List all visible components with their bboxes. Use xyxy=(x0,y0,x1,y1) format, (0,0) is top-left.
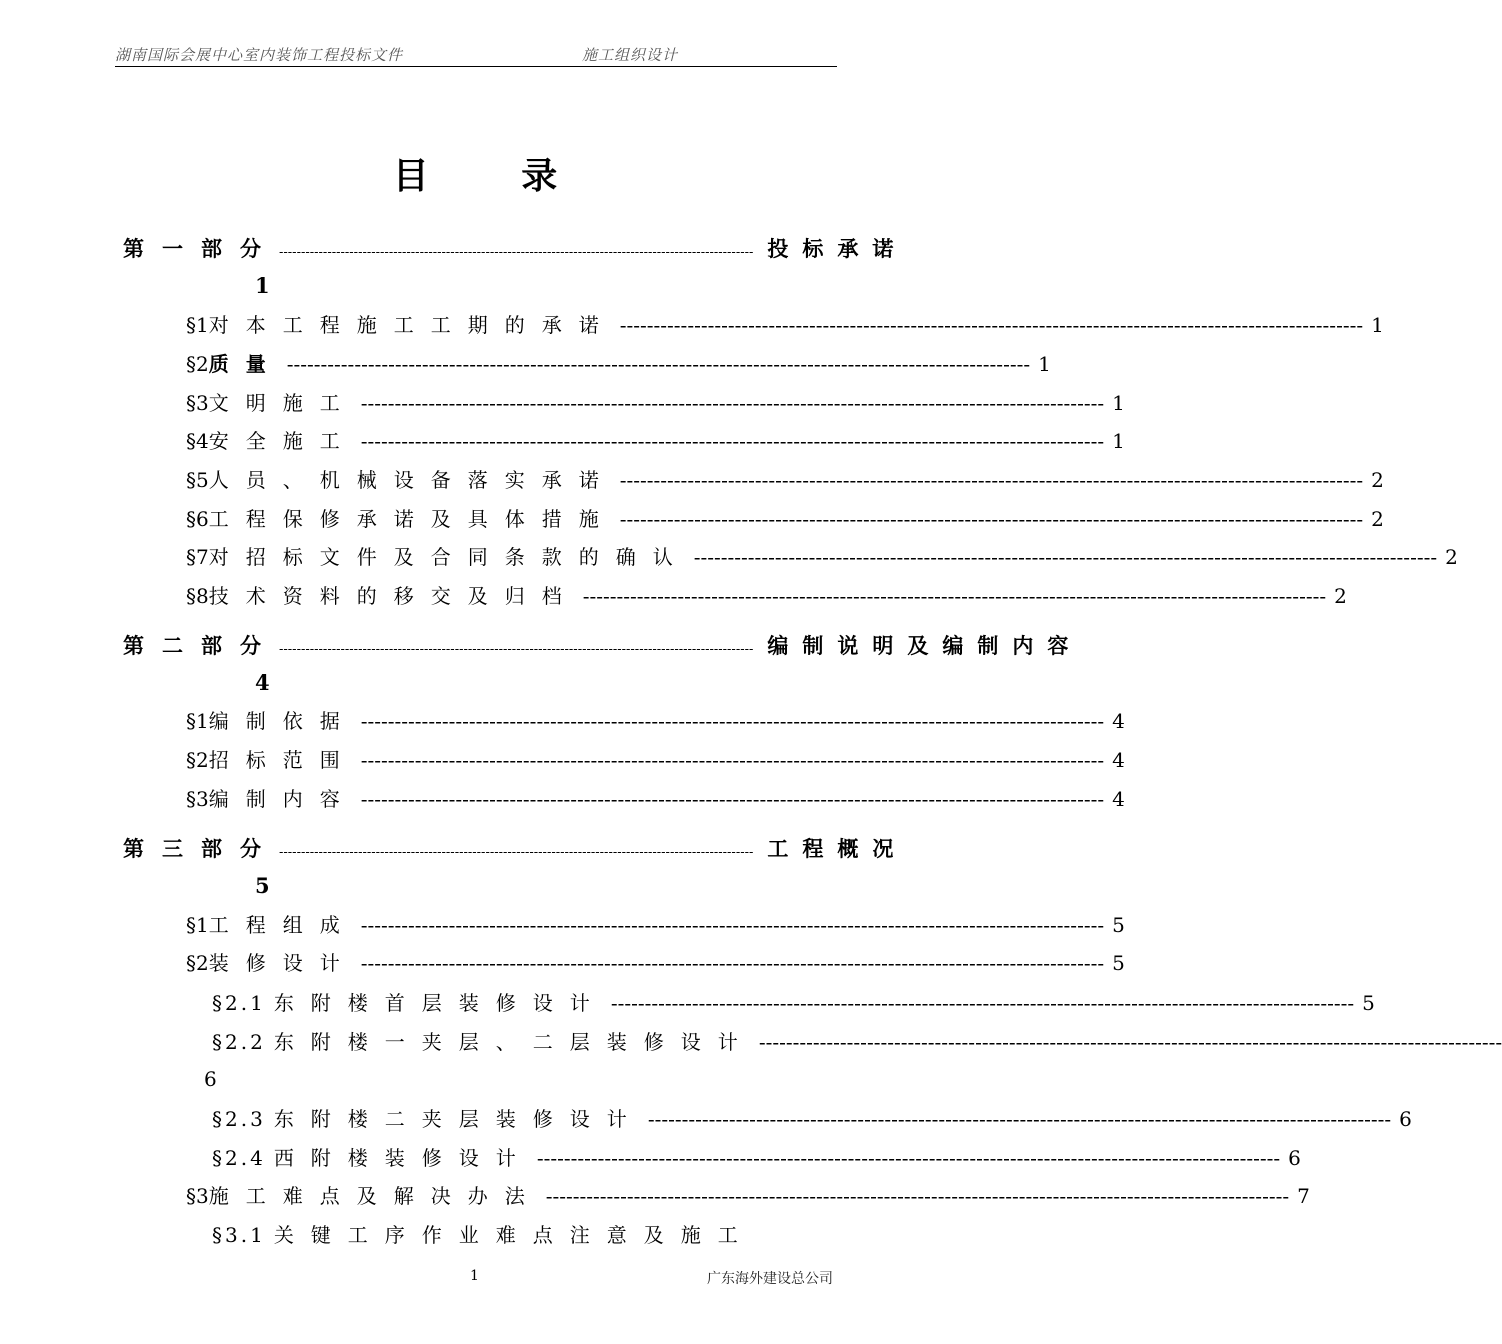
toc-entry-page: 1 xyxy=(1112,429,1125,453)
toc-part-label: 第一部分 xyxy=(123,236,279,261)
footer-page-number: 1 xyxy=(470,1268,479,1284)
toc-entry-number: §3.1 xyxy=(212,1223,266,1247)
toc-entry-title: 人员、机械设备落实承诺 xyxy=(208,468,616,492)
toc-entry-title: 对本工程施工工期的承诺 xyxy=(208,313,616,337)
toc-leader: -------------------------------------------------------------------------------------------------------------- xyxy=(360,709,1105,733)
toc-entry-page: 4 xyxy=(1112,709,1125,733)
page-title: 目 录 xyxy=(392,155,598,197)
toc-entry[interactable] xyxy=(186,581,1347,611)
toc-entry-title: 东附楼一夹层、二层装修设计 xyxy=(273,1030,755,1054)
toc-subentry[interactable] xyxy=(212,1104,1412,1134)
toc-entry-title: 编制依据 xyxy=(208,709,357,733)
toc-leader: -------------------------------------------------------------------------------------------------------------- xyxy=(360,951,1105,975)
toc-entry[interactable] xyxy=(186,745,1125,775)
toc-subentry[interactable] xyxy=(212,1143,1301,1173)
header-section-title: 施工组织设计 xyxy=(582,46,679,64)
toc-entry-title: 工程组成 xyxy=(208,913,357,937)
toc-part-label: 第三部分 xyxy=(123,836,279,861)
toc-entry-page: 5 xyxy=(1112,913,1125,937)
toc-entry-page: 1 xyxy=(1371,313,1384,337)
toc-subentry[interactable] xyxy=(212,1220,836,1250)
toc-subentry[interactable] xyxy=(212,1027,1502,1057)
toc-leader: -------------------------------------------------------------------------------------------------------------- xyxy=(286,352,1031,376)
toc-entry-page: 7 xyxy=(1297,1184,1310,1208)
toc-entry-page: 5 xyxy=(1362,991,1375,1015)
toc-entry-title: 西附楼装修设计 xyxy=(273,1146,533,1170)
toc-part-title: 工程概况 xyxy=(767,836,908,861)
footer-company: 广东海外建设总公司 xyxy=(707,1271,833,1287)
toc-entry-page: 6 xyxy=(1399,1107,1412,1131)
toc-entry[interactable] xyxy=(186,349,1051,379)
toc-part-page: 1 xyxy=(255,273,270,298)
toc-entry-page: 1 xyxy=(1112,391,1125,415)
toc-entry-page: 1 xyxy=(1038,352,1051,376)
toc-entry-title: 施工难点及解决办法 xyxy=(208,1184,542,1208)
toc-entry[interactable] xyxy=(186,388,1125,418)
toc-part-title: 投标承诺 xyxy=(767,236,908,261)
toc-leader: -------------------------------------------------------------------------------------------------------------- xyxy=(360,429,1105,453)
toc-entry[interactable] xyxy=(186,1181,1310,1211)
toc-entry-page: 4 xyxy=(1112,787,1125,811)
toc-leader: ------------------------------------------------------------------------------------------------------------ xyxy=(279,845,754,860)
toc-part-label: 第二部分 xyxy=(123,633,279,658)
toc-entry-page: 5 xyxy=(1112,951,1125,975)
toc-entry-number: §3 xyxy=(186,1184,209,1208)
toc-entry-title: 招标范围 xyxy=(208,748,357,772)
toc-entry[interactable] xyxy=(186,310,1384,340)
toc-entry[interactable] xyxy=(186,426,1125,456)
toc-leader: -------------------------------------------------------------------------------------------------------------- xyxy=(647,1107,1392,1131)
toc-entry-title: 装修设计 xyxy=(208,951,357,975)
toc-entry[interactable] xyxy=(186,948,1125,978)
toc-entry-title: 安全施工 xyxy=(208,429,357,453)
toc-leader: -------------------------------------------------------------------------------------------------------------- xyxy=(545,1184,1290,1208)
toc-part-page: 4 xyxy=(255,670,270,695)
toc-entry-title: 东附楼首层装修设计 xyxy=(273,991,607,1015)
toc-entry-title: 质量 xyxy=(208,352,283,376)
toc-entry-number: §2 xyxy=(186,352,209,376)
toc-entry-title: 技术资料的移交及归档 xyxy=(208,584,579,608)
toc-leader: ------------------------------------------------------------------------------------------------------------ xyxy=(279,245,754,260)
toc-entry-number: §3 xyxy=(186,787,209,811)
toc-entry-title: 对招标文件及合同条款的确认 xyxy=(208,545,690,569)
toc-entry[interactable] xyxy=(186,465,1384,495)
toc-part-page: 5 xyxy=(255,873,270,898)
toc-part-1[interactable] xyxy=(123,234,908,264)
toc-leader: -------------------------------------------------------------------------------------------------------------- xyxy=(693,545,1438,569)
toc-entry-page: 2 xyxy=(1445,545,1458,569)
toc-entry-number: §2 xyxy=(186,951,209,975)
toc-entry-title: 工程保修承诺及具体措施 xyxy=(208,507,616,531)
toc-entry-number: §2.3 xyxy=(212,1107,266,1131)
toc-entry-number: §1 xyxy=(186,313,209,337)
toc-entry-title: 编制内容 xyxy=(208,787,357,811)
toc-part-3[interactable] xyxy=(123,834,908,864)
toc-entry-page: 2 xyxy=(1371,507,1384,531)
toc-part-2[interactable] xyxy=(123,631,1083,661)
toc-leader: -------------------------------------------------------------------------------------------------------------- xyxy=(619,468,1364,492)
toc-entry-page: 2 xyxy=(1334,584,1347,608)
toc-leader: -------------------------------------------------------------------------------------------------------------- xyxy=(758,1030,1502,1054)
toc-entry-number: §2.1 xyxy=(212,991,266,1015)
toc-leader: ------------------------------------------------------------------------------------------------------------ xyxy=(279,642,754,657)
toc-entry-page: 6 xyxy=(1288,1146,1301,1170)
toc-entry[interactable] xyxy=(186,784,1125,814)
toc-entry-number: §1 xyxy=(186,709,209,733)
toc-entry-page: 2 xyxy=(1371,468,1384,492)
toc-entry[interactable] xyxy=(186,910,1125,940)
toc-entry-number: §2.2 xyxy=(212,1030,266,1054)
toc-leader: -------------------------------------------------------------------------------------------------------------- xyxy=(360,787,1105,811)
header-document-title: 湖南国际会展中心室内装饰工程投标文件 xyxy=(115,46,404,64)
toc-leader: -------------------------------------------------------------------------------------------------------------- xyxy=(582,584,1327,608)
toc-leader: -------------------------------------------------------------------------------------------------------------- xyxy=(610,991,1355,1015)
toc-entry-title: 关键工序作业难点注意及施工 xyxy=(273,1223,755,1247)
toc-entry-number: §6 xyxy=(186,507,209,531)
toc-leader: -------------------------------------------------------------------------------------------------------------- xyxy=(619,507,1364,531)
toc-entry-number: §2.4 xyxy=(212,1146,266,1170)
toc-entry-number: §8 xyxy=(186,584,209,608)
toc-entry[interactable] xyxy=(186,542,1458,572)
toc-entry-number: §1 xyxy=(186,913,209,937)
toc-entry[interactable] xyxy=(186,504,1384,534)
toc-entry-page: 6 xyxy=(204,1067,217,1091)
toc-leader: -------------------------------------------------------------------------------------------------------------- xyxy=(360,913,1105,937)
page-header xyxy=(115,40,837,67)
toc-leader: -------------------------------------------------------------------------------------------------------------- xyxy=(619,313,1364,337)
toc-entry-number: §7 xyxy=(186,545,209,569)
toc-entry[interactable] xyxy=(186,706,1125,736)
toc-entry-title: 文明施工 xyxy=(208,391,357,415)
toc-part-title: 编制说明及编制内容 xyxy=(767,633,1083,658)
toc-entry-title: 东附楼二夹层装修设计 xyxy=(273,1107,644,1131)
toc-entry-number: §4 xyxy=(186,429,209,453)
toc-leader: -------------------------------------------------------------------------------------------------------------- xyxy=(360,748,1105,772)
toc-entry-page: 4 xyxy=(1112,748,1125,772)
toc-subentry[interactable] xyxy=(212,988,1375,1018)
toc-leader: -------------------------------------------------------------------------------------------------------------- xyxy=(360,391,1105,415)
toc-entry-number: §2 xyxy=(186,748,209,772)
toc-leader: -------------------------------------------------------------------------------------------------------------- xyxy=(536,1146,1281,1170)
toc-entry-number: §3 xyxy=(186,391,209,415)
toc-entry-number: §5 xyxy=(186,468,209,492)
